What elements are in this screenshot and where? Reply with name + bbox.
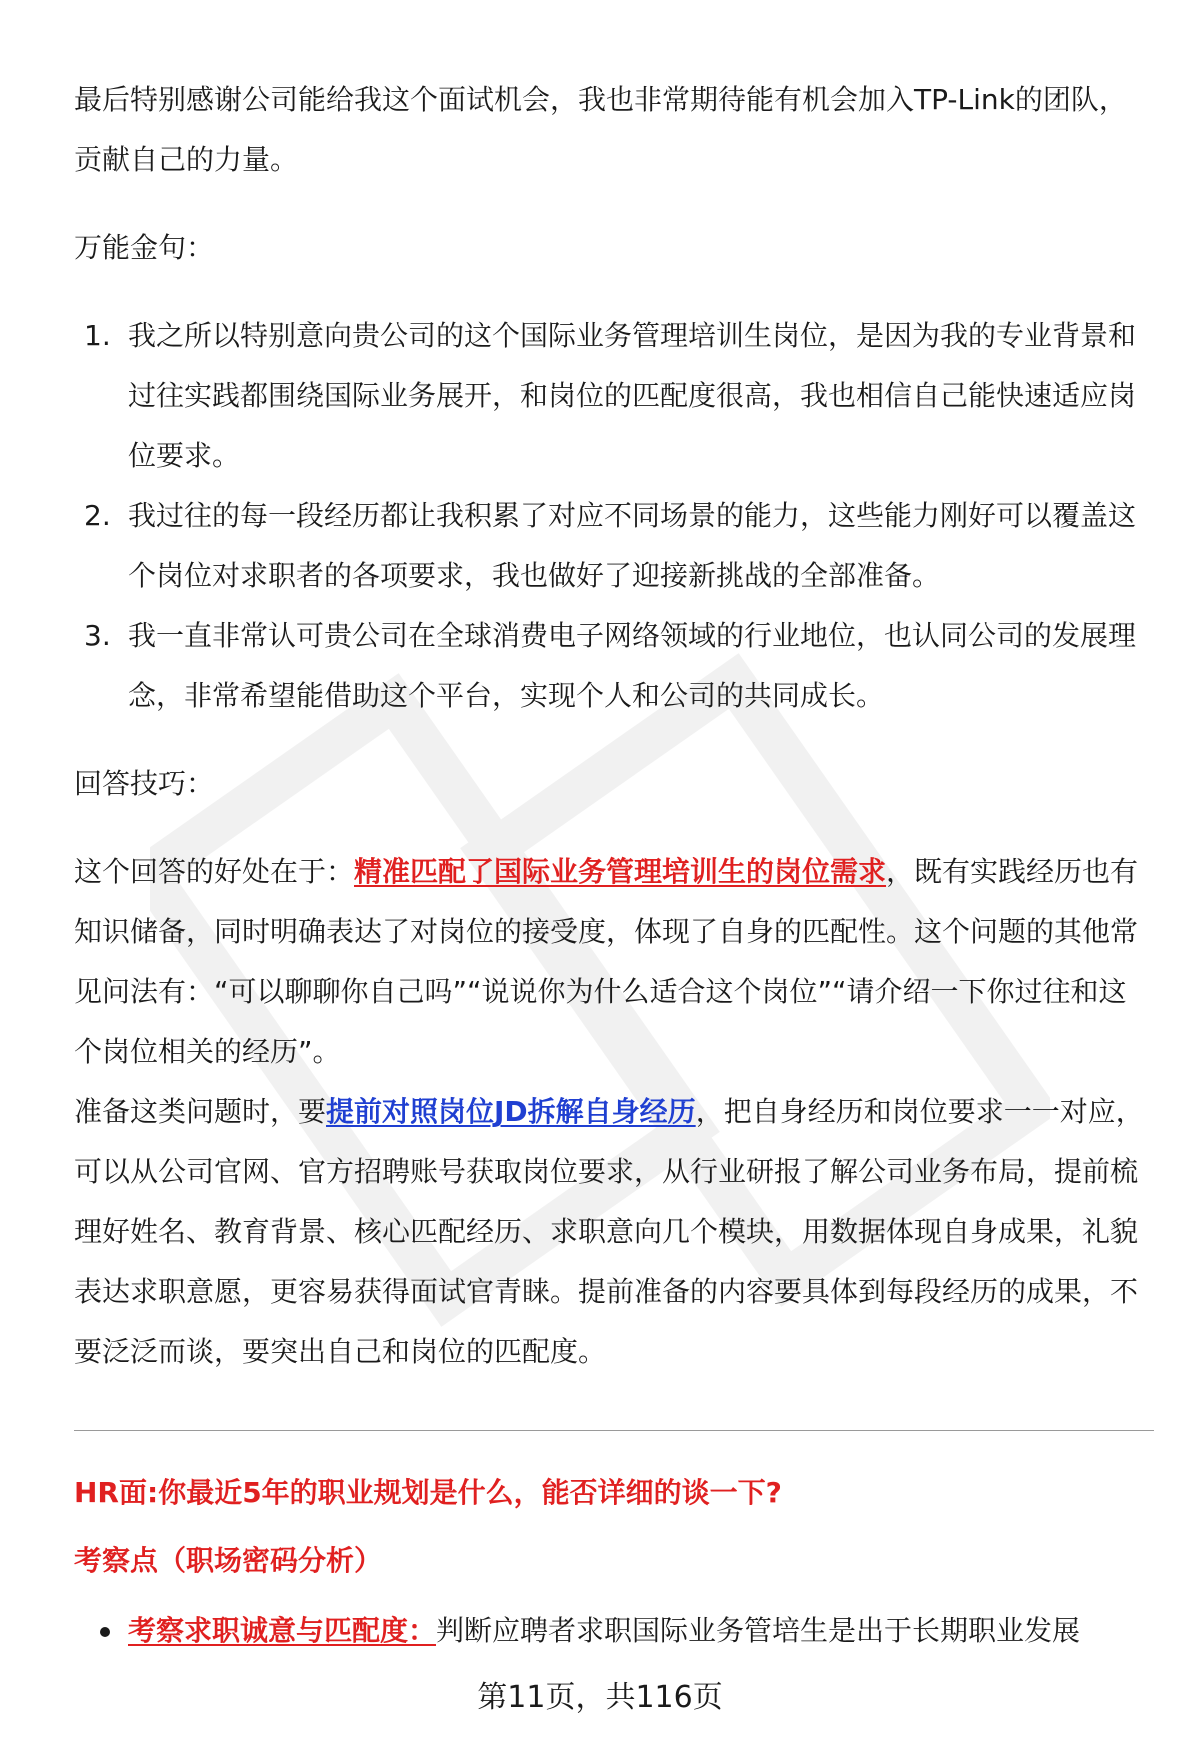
- section-divider: [74, 1430, 1154, 1431]
- highlight-red-text: 精准匹配了国际业务管理培训生的岗位需求: [354, 855, 887, 888]
- tips-paragraph-2: [74, 1082, 1149, 1382]
- list-item-text: 我一直非常认可贵公司在全球消费电子网络领域的行业地位，也认同公司的发展理念，非常希望能借助这个平台，实现个人和公司的共同成长。: [128, 619, 1137, 712]
- list-number: 1.: [84, 319, 111, 352]
- golden-sentences-list: [74, 306, 1149, 726]
- question-heading: HR面:你最近5年的职业规划是什么，能否详细的谈一下?: [74, 1476, 782, 1509]
- golden-sentences-title: 万能金句：: [74, 231, 215, 264]
- tips-paragraph-1: [74, 842, 1149, 1082]
- tips-text: ，把自身经历和岗位要求一一对应，可以从公司官网、官方招聘账号获取岗位要求，从行业研报了解公司业务布局，提前梳理好姓名、教育背景、核心匹配经历、求职意向几个模块，用数据体现自身成果，礼貌表达求职意愿，更容易获得面试官青睐。提前准备的内容要具体到每段经历的成果，不要泛泛而谈，要突出自己和岗位的匹配度。: [74, 1095, 1144, 1368]
- tips-title: 回答技巧：: [74, 767, 215, 800]
- list-number: 3.: [84, 619, 111, 652]
- list-number: 2.: [84, 499, 111, 532]
- list-item: [74, 306, 1149, 486]
- bullet-text: 判断应聘者求职国际业务管培生是出于长期职业发展: [436, 1614, 1081, 1647]
- list-item-text: 我之所以特别意向贵公司的这个国际业务管理培训生岗位，是因为我的专业背景和过往实践都围绕国际业务展开，和岗位的匹配度很高，我也相信自己能快速适应岗位要求。: [128, 319, 1137, 472]
- intro-paragraph: 最后特别感谢公司能给我这个面试机会，我也非常期待能有机会加入TP-Link的团队，贡献自己的力量。: [74, 83, 1127, 176]
- bullet-dot-icon: [100, 1627, 110, 1637]
- tips-text: ，既有实践经历也有知识储备，同时明确表达了对岗位的接受度，体现了自身的匹配性。这个问题的其他常见问法有：“可以聊聊你自己吗”“说说你为什么适合这个岗位”“请介绍一下你过往和这个岗位相关的经历”。: [74, 855, 1139, 1068]
- list-item: [74, 1601, 1149, 1661]
- highlight-blue-text: 提前对照岗位JD拆解自身经历: [326, 1095, 696, 1128]
- page-footer: 第11页，共116页: [477, 1680, 723, 1715]
- list-item: [74, 606, 1149, 726]
- tips-text: 准备这类问题时，要: [74, 1095, 327, 1128]
- page-content: [74, 70, 1149, 1661]
- list-item: [74, 486, 1149, 606]
- list-item-text: 我过往的每一段经历都让我积累了对应不同场景的能力，这些能力刚好可以覆盖这个岗位对求职者的各项要求，我也做好了迎接新挑战的全部准备。: [128, 499, 1137, 592]
- analysis-heading: 考察点（职场密码分析）: [74, 1544, 383, 1577]
- analysis-bullets: [74, 1601, 1149, 1661]
- tips-text: 这个回答的好处在于：: [74, 855, 355, 888]
- highlight-red-text: 考察求职诚意与匹配度：: [128, 1614, 437, 1647]
